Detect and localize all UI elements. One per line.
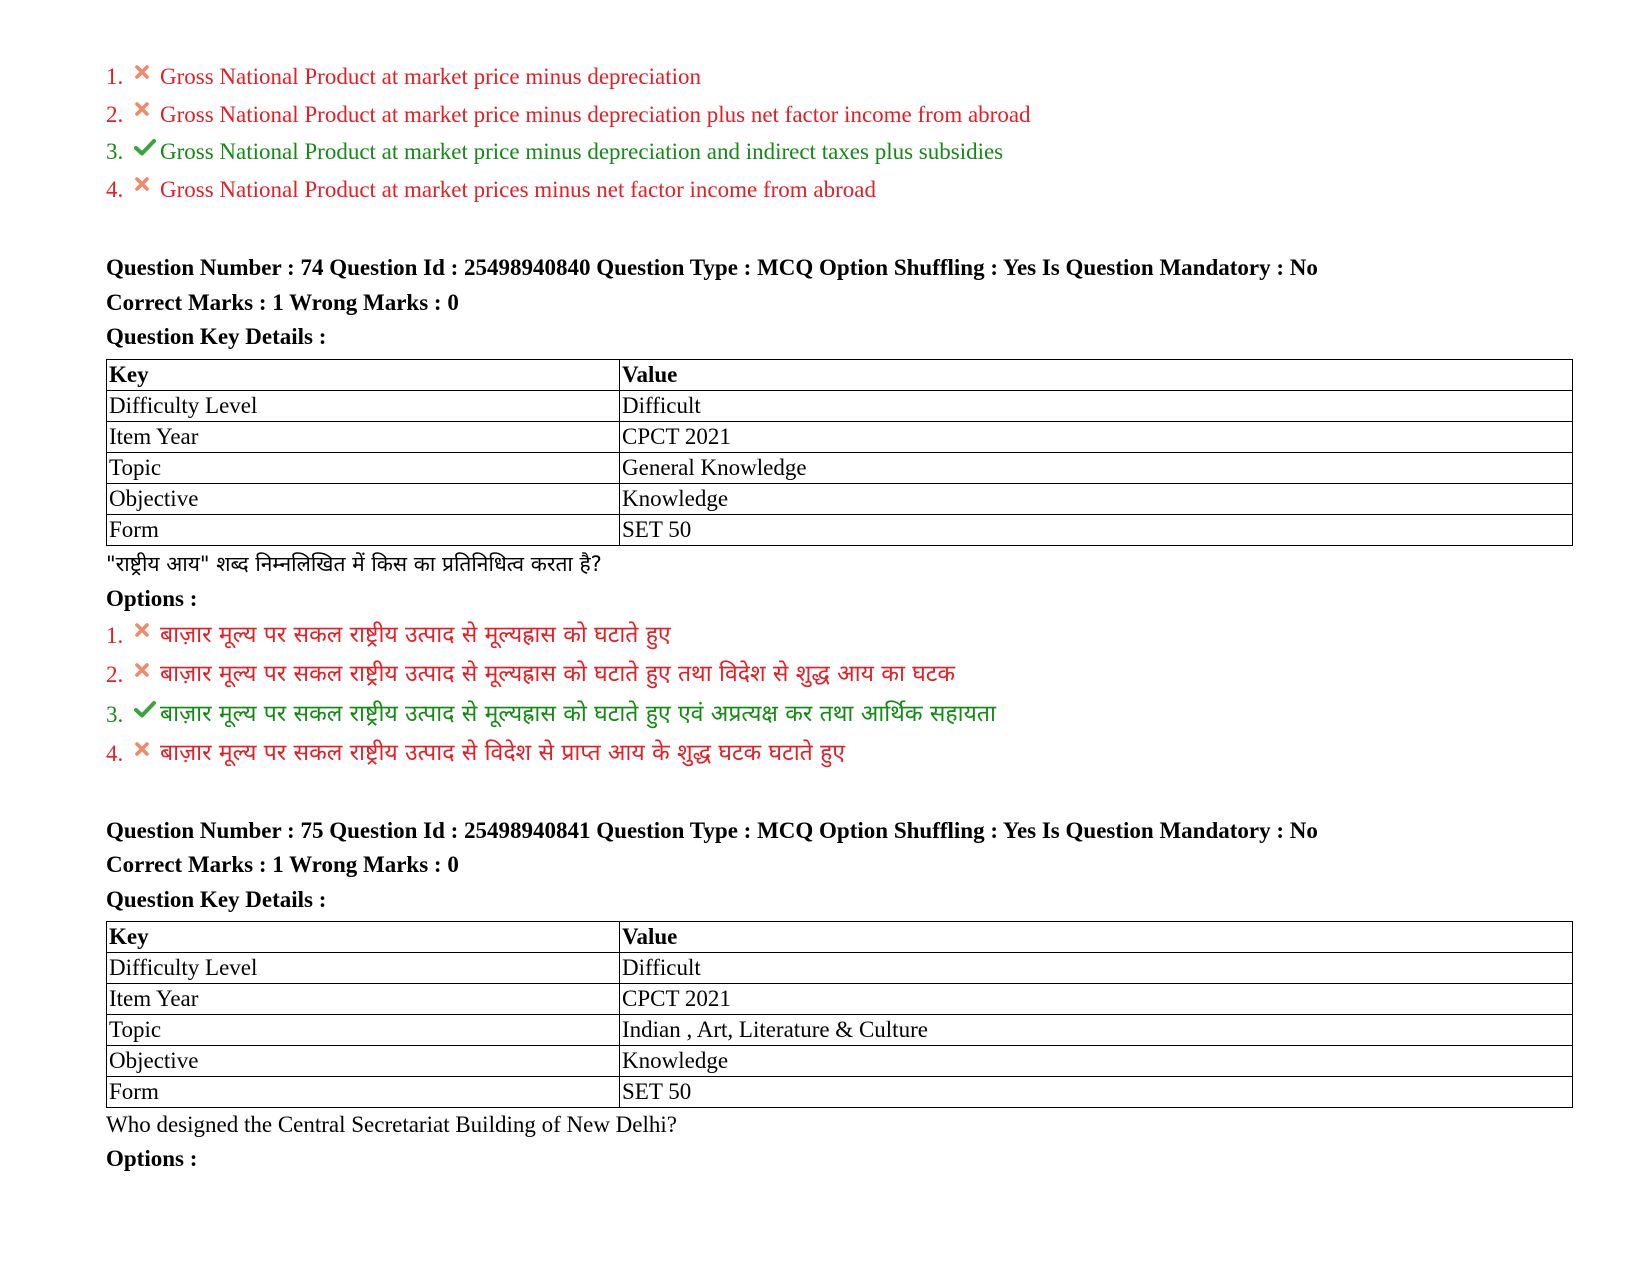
question-header: Question Number : 75 Question Id : 25498940841 Question Type : MCQ Option Shuffling : Yes Is Question Mandatory : No [106, 817, 1318, 843]
option-row [106, 695, 1576, 735]
question-options [106, 616, 1576, 774]
table-row [107, 984, 1573, 1015]
table-cell-key: Item Year [107, 421, 620, 452]
table-cell-value: Difficult [620, 953, 1573, 984]
table-row [107, 452, 1573, 483]
key-details-label: Question Key Details : [106, 324, 327, 349]
table-cell-key: Objective [107, 483, 620, 514]
cross-icon [134, 176, 160, 192]
question-block [106, 814, 1576, 1177]
table-row [107, 1015, 1573, 1046]
question-text: Who designed the Central Secretariat Building of New Delhi? [106, 1112, 677, 1137]
table-cell-value: Knowledge [620, 483, 1573, 514]
table-row [107, 483, 1573, 514]
option-number: 3. [106, 139, 124, 164]
table-cell-key: Item Year [107, 984, 620, 1015]
table-row [107, 421, 1573, 452]
question-text: "राष्ट्रीय आय" शब्द निम्नलिखित में किस का प्रतिनिधित्व करता है? [106, 551, 602, 576]
cross-icon [134, 101, 160, 117]
table-cell-key: Form [107, 514, 620, 545]
option-row [106, 616, 1576, 656]
option-row [106, 734, 1576, 774]
option-row [106, 655, 1576, 695]
table-cell-value: SET 50 [620, 514, 1573, 545]
table-cell-key: Objective [107, 1046, 620, 1077]
table-cell-value: CPCT 2021 [620, 984, 1573, 1015]
question-block [106, 251, 1576, 774]
options-label: Options : [106, 585, 198, 611]
table-header-row [107, 359, 1573, 390]
cross-icon [134, 64, 160, 80]
table-cell-key: Topic [107, 1015, 620, 1046]
table-cell-key: Topic [107, 452, 620, 483]
table-cell-value: Knowledge [620, 1046, 1573, 1077]
question-marks: Correct Marks : 1 Wrong Marks : 0 [106, 852, 459, 877]
check-icon [134, 138, 160, 156]
table-header-value: Value [620, 359, 1573, 390]
key-details-label: Question Key Details : [106, 886, 327, 912]
table-header-value: Value [620, 922, 1573, 953]
previous-question-options [106, 58, 1576, 208]
cross-icon [134, 741, 160, 757]
table-cell-value: General Knowledge [620, 452, 1573, 483]
table-row [107, 953, 1573, 984]
question-marks: Correct Marks : 1 Wrong Marks : 0 [106, 289, 459, 315]
option-number: 3. [106, 701, 124, 727]
option-row [106, 96, 1576, 134]
option-row [106, 58, 1576, 96]
table-cell-key: Difficulty Level [107, 390, 620, 421]
table-header-key: Key [107, 359, 620, 390]
table-row [107, 1046, 1573, 1077]
document-page [106, 58, 1576, 1176]
key-details-table [106, 359, 1573, 546]
option-number: 2. [106, 101, 124, 127]
option-text: बाज़ार मूल्य पर सकल राष्ट्रीय उत्पाद से मूल्यह्रास को घटाते हुए तथा विदेश से शुद्ध आय का घटक [160, 661, 956, 687]
table-cell-value: SET 50 [620, 1077, 1573, 1108]
table-header-key: Key [107, 922, 620, 953]
option-row [106, 171, 1576, 209]
cross-icon [134, 662, 160, 678]
option-number: 4. [106, 741, 124, 766]
table-cell-value: Indian , Art, Literature & Culture [620, 1015, 1573, 1046]
option-number: 1. [106, 64, 124, 89]
option-row [106, 133, 1576, 171]
option-text: Gross National Product at market price minus depreciation [160, 64, 701, 89]
cross-icon [134, 622, 160, 638]
table-cell-key: Difficulty Level [107, 953, 620, 984]
question-header: Question Number : 74 Question Id : 25498940840 Question Type : MCQ Option Shuffling : Yes Is Question Mandatory : No [106, 255, 1318, 280]
option-text: बाज़ार मूल्य पर सकल राष्ट्रीय उत्पाद से मूल्यह्रास को घटाते हुए [160, 621, 671, 648]
option-text: Gross National Product at market price minus depreciation plus net factor income from abroad [160, 101, 1031, 127]
check-icon [134, 700, 160, 718]
option-text: बाज़ार मूल्य पर सकल राष्ट्रीय उत्पाद से विदेश से प्राप्त आय के शुद्ध घटक घटाते हुए [160, 740, 846, 766]
option-number: 4. [106, 176, 124, 202]
table-row [107, 1077, 1573, 1108]
option-text: बाज़ार मूल्य पर सकल राष्ट्रीय उत्पाद से मूल्यह्रास को घटाते हुए एवं अप्रत्यक्ष कर तथा आर्थिक सहायता [160, 700, 996, 727]
table-row [107, 390, 1573, 421]
table-cell-value: Difficult [620, 390, 1573, 421]
option-number: 2. [106, 662, 124, 687]
table-header-row [107, 922, 1573, 953]
option-text: Gross National Product at market prices minus net factor income from abroad [160, 176, 876, 202]
table-row [107, 514, 1573, 545]
options-label: Options : [106, 1146, 198, 1171]
key-details-table [106, 921, 1573, 1108]
table-cell-key: Form [107, 1077, 620, 1108]
option-text: Gross National Product at market price minus depreciation and indirect taxes plus subsidies [160, 139, 1004, 164]
option-number: 1. [106, 622, 124, 648]
table-cell-value: CPCT 2021 [620, 421, 1573, 452]
